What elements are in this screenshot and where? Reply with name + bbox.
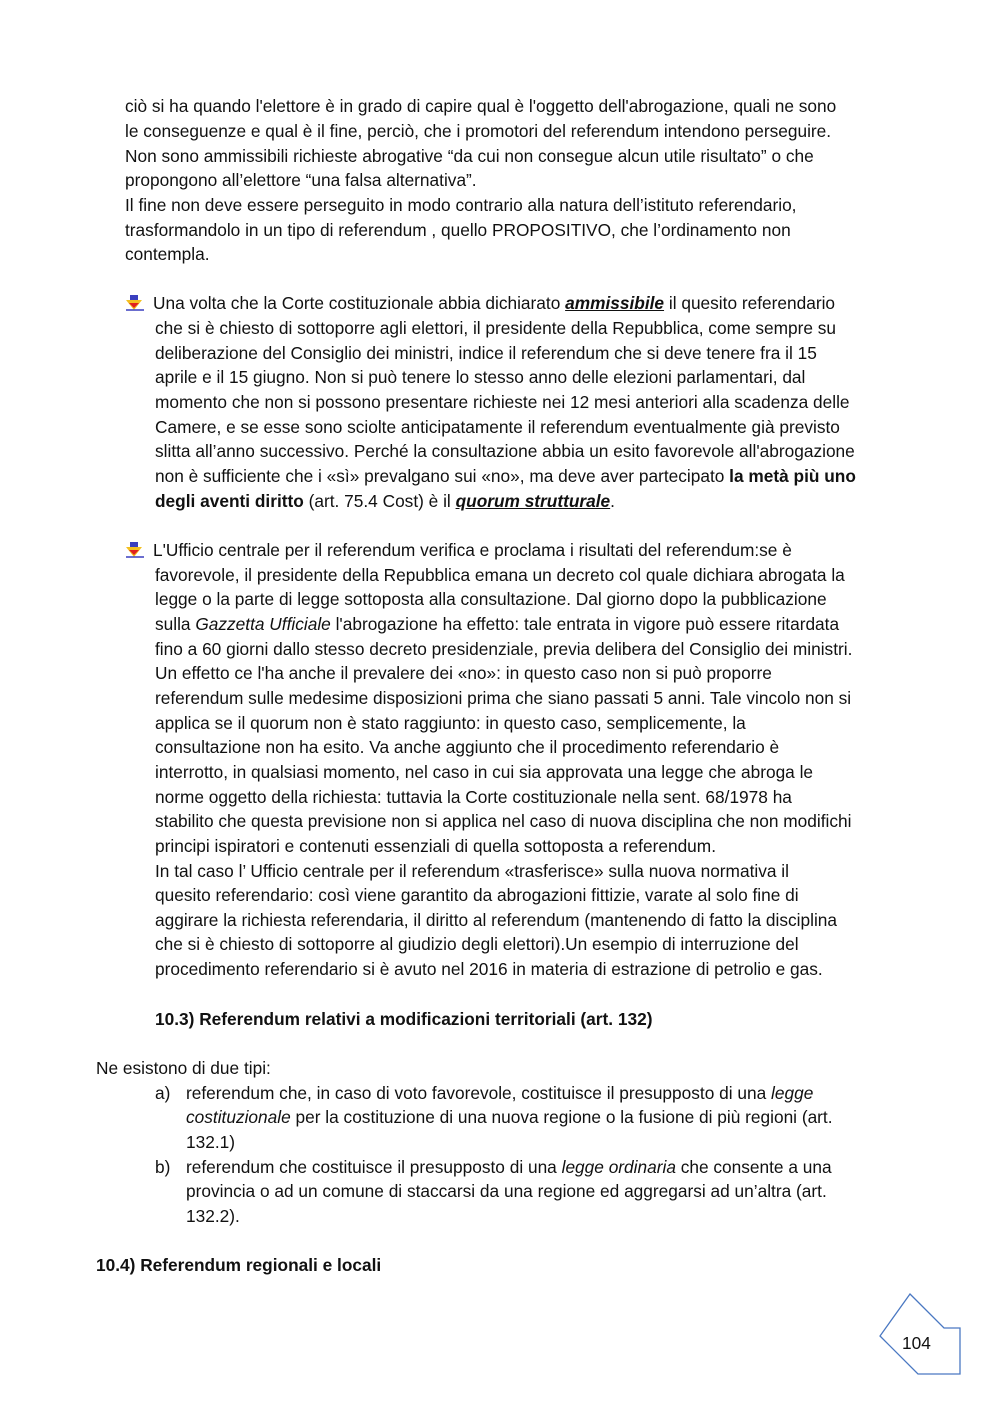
- text-line: [155, 464, 856, 489]
- text-line: [153, 291, 835, 316]
- text-line: trasformandolo in un tipo di referendum , quello PROPOSITIVO, che l’ordinamento non: [125, 220, 791, 240]
- text-line: Non sono ammissibili richieste abrogative “da cui non consegue alcun utile risultato” o che: [125, 146, 814, 166]
- text-line: consultazione non ha esito. Va anche aggiunto che il procedimento referendario è: [155, 737, 780, 757]
- text-line: Il fine non deve essere perseguito in modo contrario alla natura dell’istituto referendario,: [125, 195, 797, 215]
- text-line: Camere, e se esse sono sciolte anticipatamente il referendum eventualmente già previsto: [155, 417, 840, 437]
- text-line: [186, 1081, 813, 1106]
- text-line: 132.2).: [186, 1206, 240, 1226]
- text-line: momento che non si possono presentare richieste nei 12 mesi anteriori alla scadenza delle: [155, 392, 850, 412]
- text-span: referendum che, in caso di voto favorevole, costituisce il presupposto di una: [186, 1083, 772, 1103]
- text-line: legge o la parte di legge sottoposta alla consultazione. Dal giorno dopo la pubblicazione: [155, 589, 827, 609]
- text-line: aggirare la richiesta referendaria, il diritto al referendum (mantenendo di fatto la disciplina: [155, 910, 838, 930]
- text-line: [186, 1155, 832, 1180]
- section-heading-10-3: 10.3) Referendum relativi a modificazioni territoriali (art. 132): [155, 1009, 653, 1029]
- emphasis-italic: legge: [771, 1083, 814, 1103]
- text-line: quesito referendario: così viene garantito da abrogazioni fittizie, varate al solo fine di: [155, 885, 799, 905]
- text-line: deliberazione del Consiglio dei ministri, indice il referendum che si deve tenere fra il 15: [155, 343, 817, 363]
- text-line: Un effetto ce l'ha anche il prevalere dei «no»: in questo caso non si può proporre: [155, 663, 772, 683]
- page-number: 104: [902, 1333, 931, 1353]
- text-line: [155, 489, 615, 514]
- text-line: slitta all’anno successivo. Perché la consultazione abbia un esito favorevole all'abrogazione: [155, 441, 855, 461]
- text-span: che consente a una: [675, 1157, 832, 1177]
- section-heading-10-4: 10.4) Referendum regionali e locali: [96, 1255, 382, 1275]
- text-line: che si è chiesto di sottoporre agli elettori, il presidente della Repubblica, come sempre su: [155, 318, 837, 338]
- text-line: referendum sulle medesime disposizioni prima che siano passati 5 anni. Tale vincolo non si: [155, 688, 852, 708]
- emphasis-ammissibile: ammissibile: [565, 293, 665, 313]
- text-line: propongono all’elettore “una falsa alternativa”.: [125, 170, 477, 190]
- text-span: referendum che costituisce il presupposto di una: [186, 1157, 562, 1177]
- text-line: provincia o ad un comune di staccarsi da una regione ed aggregarsi ad un’altra (art.: [186, 1181, 827, 1201]
- text-line: le conseguenze e qual è il fine, perciò, che i promotori del referendum intendono perseguire.: [125, 121, 832, 141]
- text-span: non è sufficiente che i «sì» prevalgano sui «no», ma deve aver partecipato: [155, 466, 730, 486]
- text-line: procedimento referendario si è avuto nel 2016 in materia di estrazione di petrolio e gas.: [155, 959, 823, 979]
- emphasis-italic: Gazzetta Ufficiale: [195, 614, 331, 634]
- text-line: contempla.: [125, 244, 210, 264]
- text-line: stabilito che questa previsione non si applica nel caso di nuova disciplina che non modifichi: [155, 811, 852, 831]
- text-line: che si è chiesto di sottoporre al giudizio degli elettori).Un esempio di interruzione del: [155, 934, 799, 954]
- text-span: per la costituzione di una nuova regione o la fusione di più regioni (art.: [290, 1107, 833, 1127]
- text-line: L'Ufficio centrale per il referendum verifica e proclama i risultati del referendum:se è: [153, 540, 792, 560]
- text-line: [186, 1105, 833, 1130]
- text-line: [155, 612, 839, 637]
- text-line: fino a 60 giorni dallo stesso decreto presidenziale, previa delibera del Consiglio dei ministri.: [155, 639, 853, 659]
- text-line: applica se il quorum non è stato raggiunto: in questo caso, semplicemente, la: [155, 713, 746, 733]
- emphasis-bold: la metà più uno: [729, 466, 856, 486]
- text-span: sulla: [155, 614, 196, 634]
- section-intro: Ne esistono di due tipi:: [96, 1058, 271, 1078]
- text-span: Una volta che la Corte costituzionale abbia dichiarato: [153, 293, 566, 313]
- text-span: (art. 75.4 Cost) è il: [303, 491, 456, 511]
- arrow-bullet-icon: [126, 542, 144, 558]
- emphasis-italic: legge ordinaria: [561, 1157, 676, 1177]
- text-line: norme oggetto della richiesta: tuttavia la Corte costituzionale nella sent. 68/1978 ha: [155, 787, 792, 807]
- text-line: favorevole, il presidente della Repubblica emana un decreto col quale dichiara abrogata la: [155, 565, 845, 585]
- text-line: 132.1): [186, 1132, 236, 1152]
- text-line: principi ispiratori e contenuti essenziali di quella sottoposta a referendum.: [155, 836, 716, 856]
- text-line: ciò si ha quando l'elettore è in grado di capire qual è l'oggetto dell'abrogazione, quali ne sono: [125, 96, 837, 116]
- emphasis-bold: degli aventi diritto: [155, 491, 304, 511]
- text-span: il quesito referendario: [664, 293, 836, 313]
- text-span: .: [610, 491, 615, 511]
- text-line: In tal caso l’ Ufficio centrale per il referendum «trasferisce» sulla nuova normativa il: [155, 861, 789, 881]
- emphasis-italic: costituzionale: [186, 1107, 291, 1127]
- text-span: l'abrogazione ha effetto: tale entrata in vigore può essere ritardata: [330, 614, 840, 634]
- list-marker: a): [155, 1083, 171, 1103]
- text-line: aprile e il 15 giugno. Non si può tenere lo stesso anno delle elezioni parlamentari, dal: [155, 367, 806, 387]
- emphasis-quorum: quorum strutturale: [455, 491, 611, 511]
- list-marker: b): [155, 1157, 171, 1177]
- arrow-bullet-icon: [126, 295, 144, 311]
- text-line: interrotto, in qualsiasi momento, nel caso in cui sia approvata una legge che abroga le: [155, 762, 814, 782]
